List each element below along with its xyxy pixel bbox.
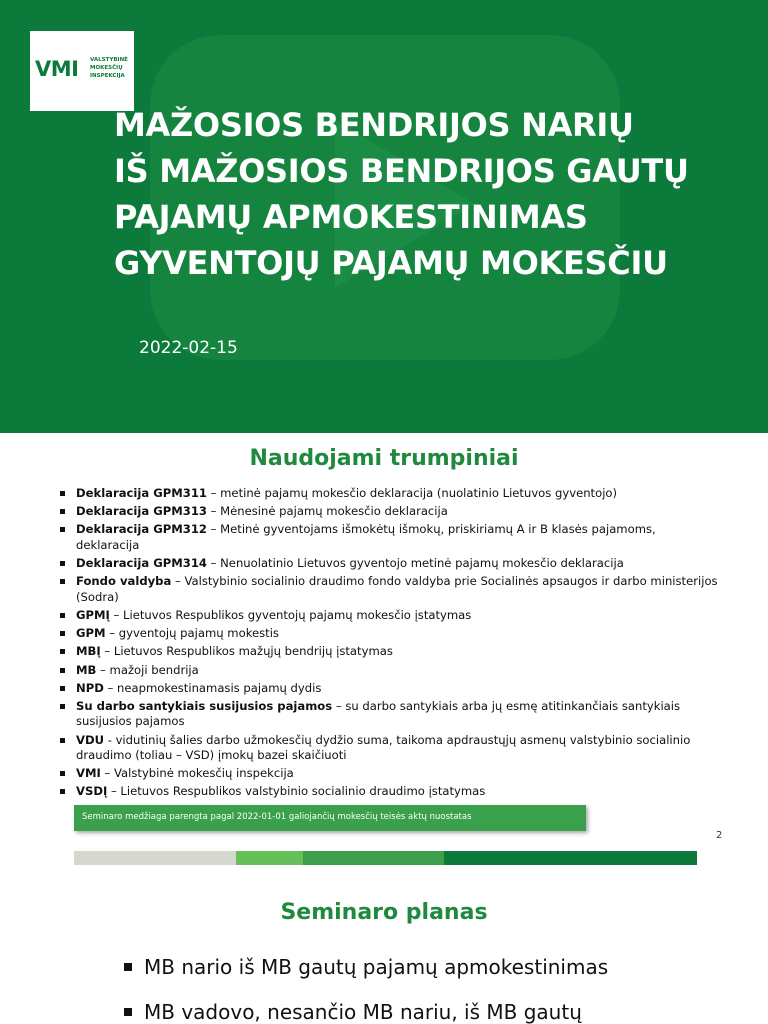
footer-bar-segment xyxy=(444,851,697,865)
abbr-term: VSDĮ xyxy=(76,784,108,799)
abbr-desc: – Valstybinė mokesčių inspekcija xyxy=(100,766,294,781)
list-item xyxy=(60,681,720,697)
logo-line-2: MOKESČIŲ xyxy=(90,65,123,71)
list-item xyxy=(60,486,720,502)
logo-line-1: VALSTYBINĖ xyxy=(90,57,128,63)
logo-abbr: VMI xyxy=(35,57,79,81)
page-number: 2 xyxy=(716,830,723,841)
list-item xyxy=(60,663,720,679)
footer-bar-segment xyxy=(303,851,444,865)
abbr-term: GPM xyxy=(76,626,106,641)
abbr-desc: – neapmokestinamasis pajamų dydis xyxy=(103,680,322,695)
abbr-desc: – Metinė gyventojams išmokėtų išmokų, priskiriamų A ir B klasės pajamoms, deklaracija xyxy=(76,522,656,552)
title-line-3: PAJAMŲ APMOKESTINIMAS xyxy=(114,198,588,236)
abbr-term: Deklaracija GPM311 xyxy=(76,486,207,500)
title-line-2: IŠ MAŽOSIOS BENDRIJOS GAUTŲ xyxy=(114,152,689,190)
abbr-term: Deklaracija GPM312 xyxy=(76,522,207,537)
abbr-desc: - vidutinių šalies darbo užmokesčių dydžio suma, taikoma apdraustųjų asmenų valstybinio socialinio draudimo (toliau – VSD) įmokų bazei skaičiuoti xyxy=(76,732,691,763)
abbr-term: Deklaracija GPM314 xyxy=(76,556,207,571)
seminar-plan-heading: Seminaro planas xyxy=(280,900,488,925)
abbreviations-list xyxy=(60,486,720,803)
abbr-desc: – Nenuolatinio Lietuvos gyventojo metinė pajamų mokesčio deklaracija xyxy=(206,556,624,571)
abbr-desc: – metinė pajamų mokesčio deklaracija (nuolatinio Lietuvos gyventojo) xyxy=(206,486,618,500)
abbr-term: GPMĮ xyxy=(76,607,110,622)
abbr-term: MB xyxy=(76,662,97,677)
abbr-desc: – gyventojų pajamų mokestis xyxy=(105,626,279,641)
list-item xyxy=(60,733,720,764)
list-item xyxy=(60,644,720,660)
list-item: MB nario iš MB gautų pajamų apmokestinimas xyxy=(122,953,608,981)
legal-note-box xyxy=(74,805,586,831)
list-item xyxy=(60,556,720,572)
list-item xyxy=(60,522,720,553)
legal-note-text: Seminaro medžiaga parengta pagal 2022-01-01 galiojančių mokesčių teisės aktų nuostatas xyxy=(82,812,472,822)
list-item xyxy=(60,608,720,624)
seminar-plan-slide xyxy=(0,873,768,1024)
abbreviations-heading: Naudojami trumpiniai xyxy=(249,446,519,471)
title-slide xyxy=(0,0,768,433)
list-item xyxy=(60,766,720,782)
title-line-1: MAŽOSIOS BENDRIJOS NARIŲ xyxy=(114,106,634,144)
abbr-desc: – Lietuvos Respublikos valstybinio socialinio draudimo įstatymas xyxy=(107,784,486,799)
list-item: MB vadovo, nesančio MB nariu, iš MB gautų xyxy=(122,998,608,1024)
slide-title xyxy=(114,102,754,286)
footer-bar-segment xyxy=(74,851,236,865)
abbr-desc: – Lietuvos Respublikos gyventojų pajamų mokesčio įstatymas xyxy=(109,607,472,622)
abbr-term: NPD xyxy=(76,680,104,695)
abbr-desc: – mažoji bendrija xyxy=(96,662,199,677)
abbr-term: VDU xyxy=(76,732,105,747)
logo-line-3: INSPEKCIJA xyxy=(90,73,125,79)
footer-bar-segment xyxy=(236,851,303,865)
abbr-desc: – su darbo santykiais arba jų esmę atitinkančiais santykiais susijusios pajamos xyxy=(76,698,681,729)
abbr-desc: – Mėnesinė pajamų mokesčio deklaracija xyxy=(206,504,448,519)
abbr-term: Fondo valdyba xyxy=(76,574,172,589)
title-line-4: GYVENTOJŲ PAJAMŲ MOKESČIU xyxy=(114,244,668,282)
list-item xyxy=(60,699,720,730)
list-item xyxy=(60,784,720,800)
abbr-term: MBĮ xyxy=(76,644,101,659)
slide-date: 2022-02-15 xyxy=(139,338,238,358)
list-item xyxy=(60,626,720,642)
abbr-term: Su darbo santykiais susijusios pajamos xyxy=(76,698,333,713)
logo-text xyxy=(90,56,134,80)
list-item xyxy=(60,504,720,520)
abbr-term: VMI xyxy=(76,766,101,781)
abbr-desc: – Lietuvos Respublikos mažųjų bendrijų įstatymas xyxy=(100,644,393,659)
abbr-desc: – Valstybinio socialinio draudimo fondo valdyba prie Socialinės apsaugos ir darbo ministerijos (Sodra) xyxy=(76,574,718,604)
abbreviations-slide xyxy=(0,433,768,873)
vmi-logo xyxy=(30,31,134,111)
list-item xyxy=(60,574,720,605)
seminar-plan-list xyxy=(122,953,608,1024)
abbr-term: Deklaracija GPM313 xyxy=(76,504,207,519)
